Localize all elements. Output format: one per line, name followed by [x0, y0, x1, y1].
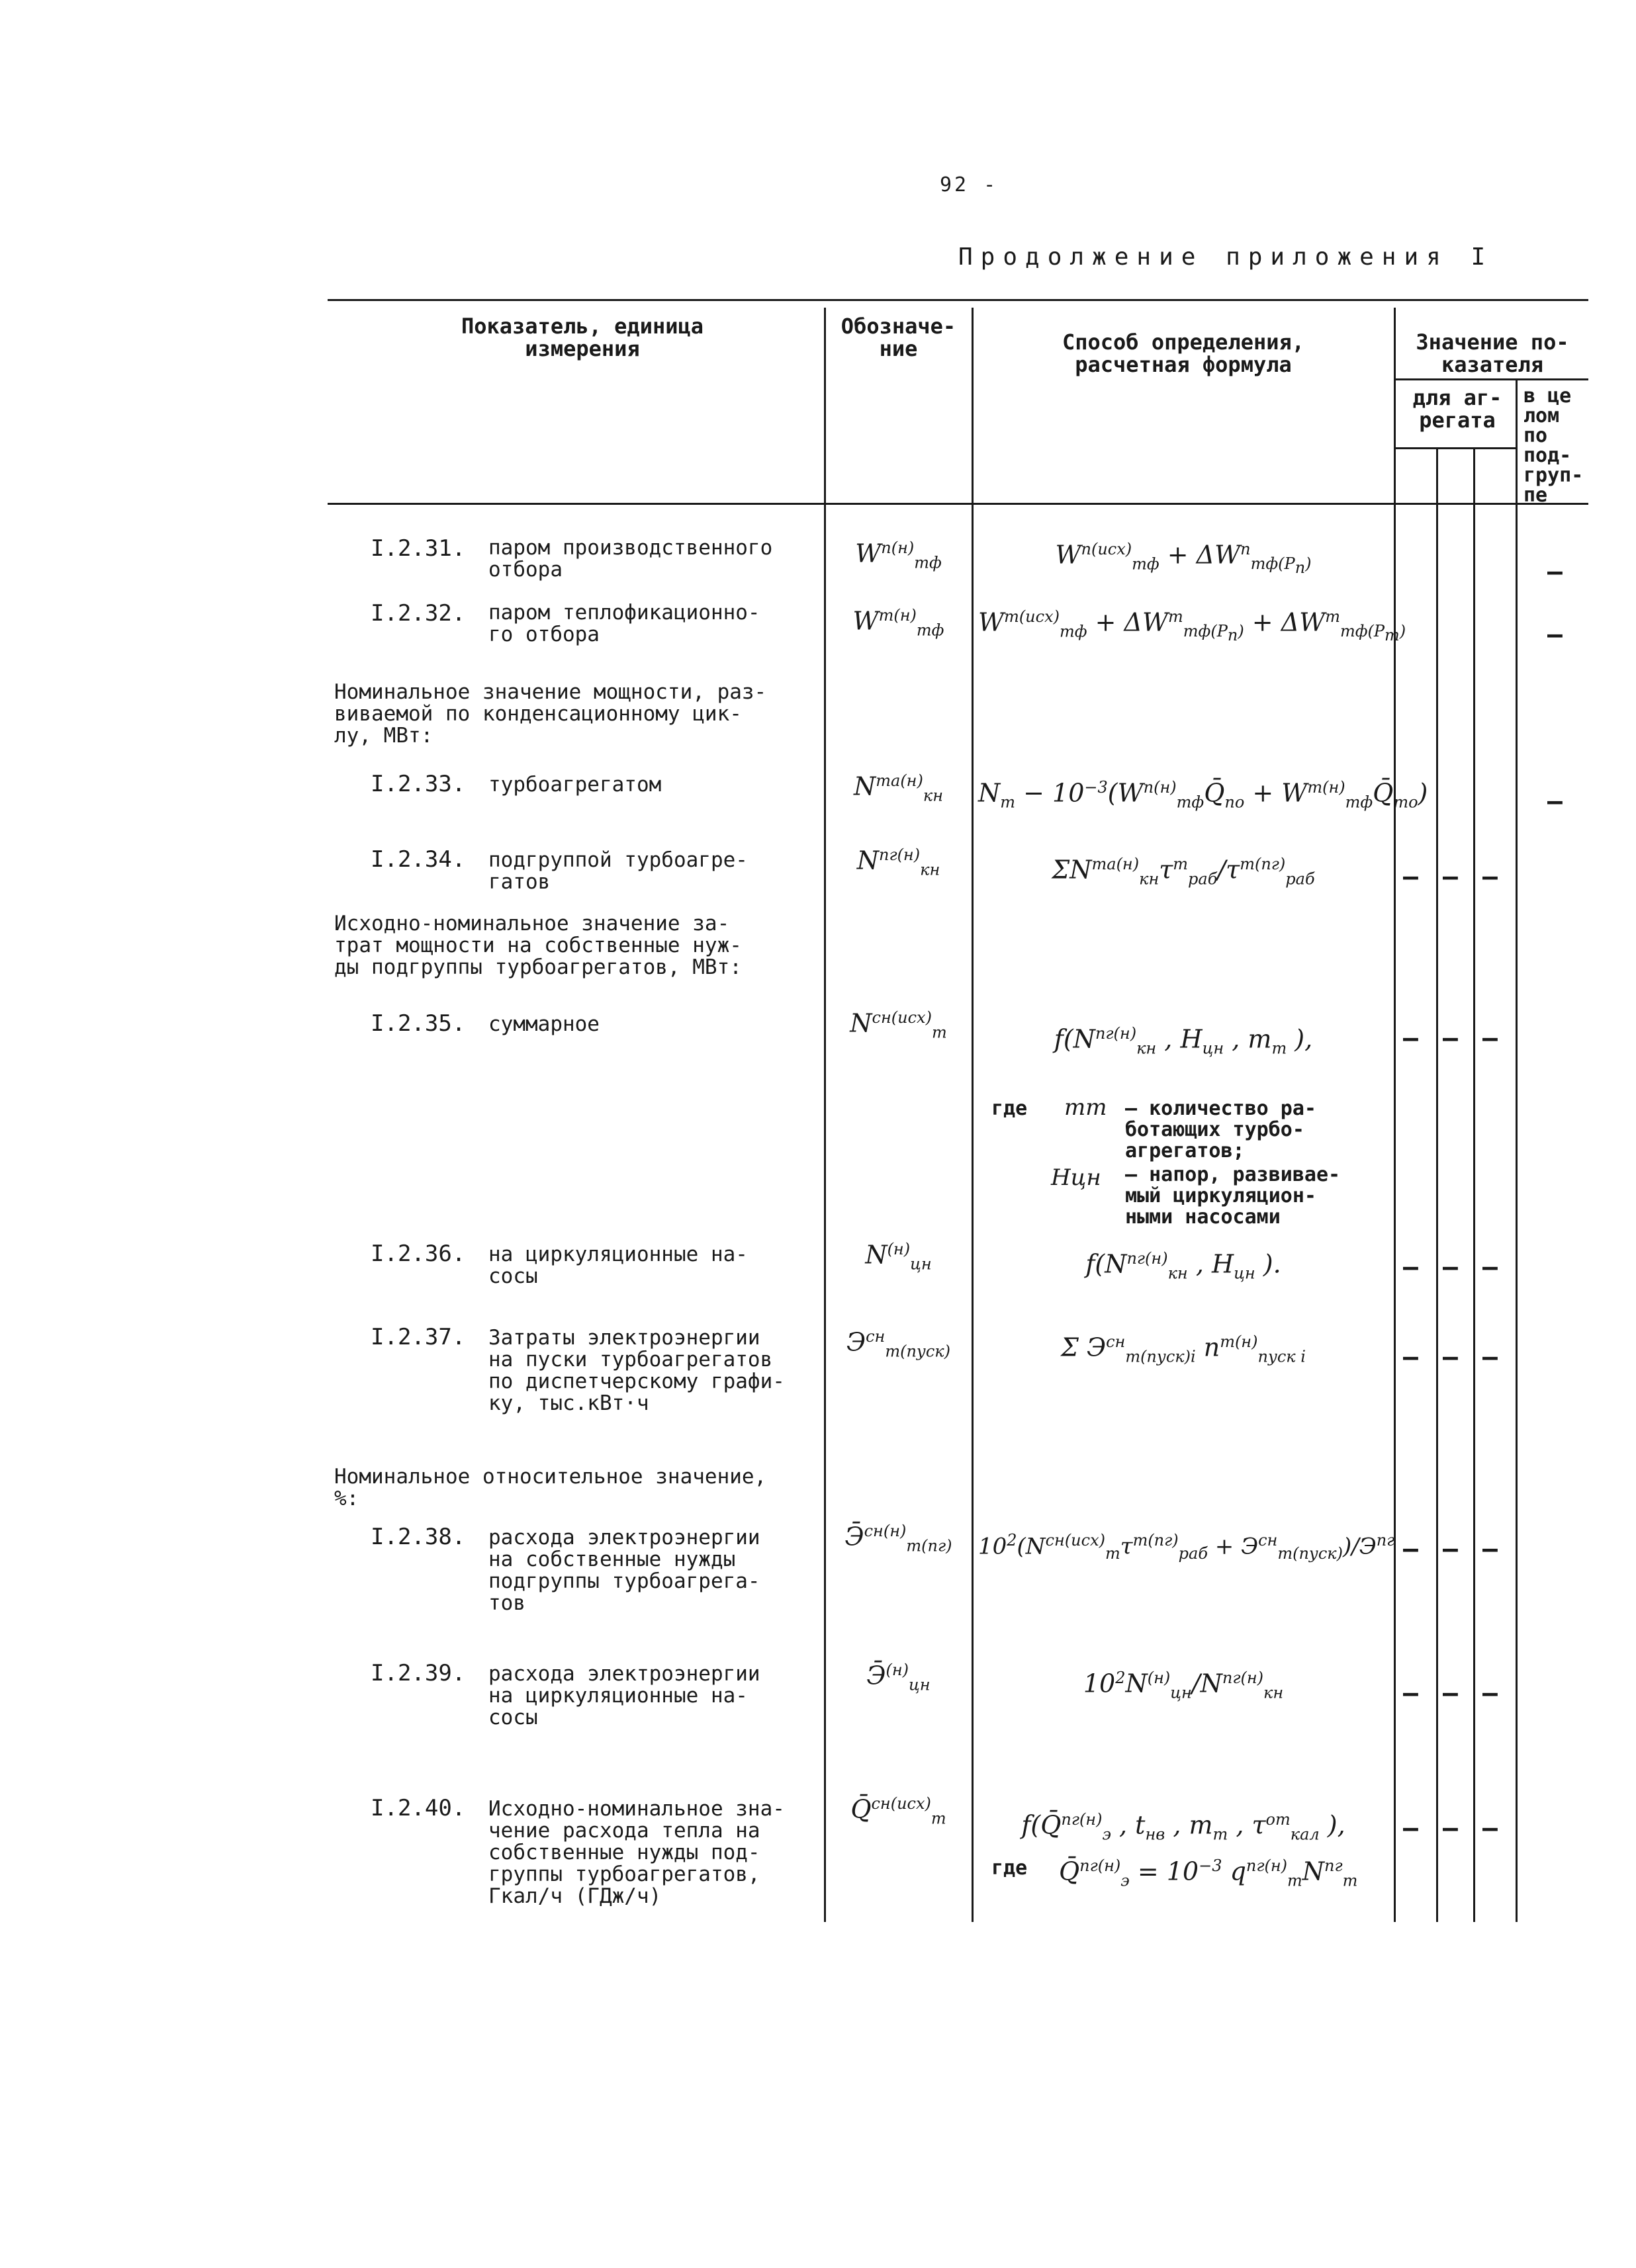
row-formula: f(Q̄$^{пг(н)}_э$ , $t_{нв}$ , $m_т$ , $\tau^{от}_{кал}$ ), [1021, 1810, 1345, 1844]
row-label: расхода электроэнергии на собственные нужды подгруппы турбоагрега- тов [488, 1526, 760, 1615]
header-unit: для аг- регата [1412, 385, 1502, 433]
value-unit-2: – [1443, 1024, 1458, 1053]
row-formula: $W^{т(исх)}_{тф} + \Delta W^т_{тф(P_п)} + \Delta W^т_{тф(P_т)}$ [978, 607, 1406, 645]
value-unit-3: – [1482, 862, 1498, 891]
row-symbol: $W^{т(н)}_{тф}$ [852, 606, 944, 640]
row-number: I.2.33. [371, 771, 466, 797]
note-where: где [991, 1856, 1028, 1880]
note-var-hcn: Hцн [1051, 1164, 1101, 1191]
value-unit-1: – [1403, 1813, 1418, 1843]
row-symbol: $N^{та(н)}_{кн}$ [854, 771, 943, 805]
value-unit-3: – [1482, 1024, 1498, 1053]
value-unit-2: – [1443, 1813, 1458, 1843]
row-label: паром теплофикационно- го отбора [488, 601, 760, 646]
col-rule-5 [1473, 447, 1475, 1922]
row-symbol: Э̄$^{(н)}_{цн}$ [866, 1661, 931, 1694]
header-bottom-rule [328, 503, 1588, 505]
col-rule-2 [972, 308, 974, 1922]
row-label: турбоагрегатом [488, 773, 662, 797]
value-unit-3: – [1482, 1342, 1498, 1372]
note-hcn-text: – напор, развивае- мый циркуляцион- ными насосами [1125, 1163, 1341, 1229]
row-symbol: Э̄$^{сн(н)}_{т(пг)}$ [844, 1522, 952, 1555]
value-unit-3: – [1482, 1534, 1498, 1563]
row-label: паром производственного отбора [488, 536, 773, 582]
continuation-title: Продолжение приложения I [958, 243, 1494, 271]
row-symbol: $W^{п(н)}_{тф}$ [855, 539, 942, 572]
col-rule-3 [1394, 308, 1396, 1922]
value-unit-2: – [1443, 862, 1458, 891]
col-rule-4 [1436, 447, 1438, 1922]
value-unit-3: – [1482, 1252, 1498, 1282]
row-label: суммарное [488, 1012, 600, 1036]
row-number: I.2.36. [371, 1241, 466, 1267]
row-symbol: $N^{(н)}_{цн}$ [865, 1240, 932, 1274]
row-number: I.2.38. [371, 1524, 466, 1550]
row-label: Затраты электроэнергии на пуски турбоагрегатов по диспетчерскому графи- ку, тыс.кВт·ч [488, 1326, 785, 1415]
page-number: 92 - [940, 173, 999, 196]
row-symbol: $Э^{сн}_{т(пуск)}$ [846, 1327, 950, 1361]
row-formula: $f(N^{пг(н)}_{кн}$ , $H_{цн}$ , $m_т$ ), [1054, 1024, 1313, 1058]
row-number: I.2.37. [371, 1324, 466, 1350]
value-unit-1: – [1403, 1679, 1418, 1708]
note-where: где [991, 1097, 1028, 1120]
value-unit-1: – [1403, 1342, 1418, 1372]
value-unit-2: – [1443, 1252, 1458, 1282]
row-formula: $10^2N^{(н)}_{цн}/N^{пг(н)}_{кн}$ [1083, 1669, 1284, 1702]
header-method: Способ определения, расчетная формула [1062, 329, 1305, 377]
row-formula: $\Sigma N^{та(н)}_{кн}\tau^т_{раб}/\tau^{т(пг)}_{раб}$ [1052, 855, 1315, 889]
value-unit-2: – [1443, 1342, 1458, 1372]
header-group: в це лом по под- груп- пе [1523, 384, 1584, 507]
row-label: на циркуляционные на- сосы [488, 1243, 748, 1288]
row-number: I.2.34. [371, 846, 466, 873]
row-symbol: $N^{сн(исх)}_т$ [850, 1008, 947, 1042]
note-q-formula: Q̄$^{пг(н)}_э$ = $10^{-3}$ $q^{пг(н)}_тN^{пг}_т$ [1059, 1856, 1358, 1890]
row-symbol: $N^{пг(н)}_{кн}$ [856, 846, 940, 879]
col-rule-1 [824, 308, 826, 1922]
value-subheader-rule [1394, 378, 1588, 380]
group-heading: Исходно-номинальное значение за- трат мощности на собственные нуж- ды подгруппы турбоагрегатов, МВт: [334, 912, 742, 979]
row-formula: Σ $Э^{сн}_{т(пуск)i}$ $n^{т(н)}_{пуск i}$ [1061, 1332, 1306, 1366]
row-formula: $W^{п(исх)}_{тф} + \Delta W^п_{тф(P_п)}$ [1055, 540, 1312, 578]
value-unit-1: – [1403, 1024, 1418, 1053]
note-mt-text: – количество ра- ботающих турбо- агрегатов; [1125, 1097, 1316, 1162]
value-unit-3: – [1482, 1813, 1498, 1843]
value-unit-2: – [1443, 1679, 1458, 1708]
value-group: – [1547, 557, 1563, 586]
table-top-rule [328, 299, 1588, 301]
row-formula: $N_т$ − $10^{-3}(W^{п(н)}_{тф}Q̄_{по}$ + $W^{т(н)}_{тф}Q̄_{то}$) [978, 778, 1428, 812]
row-label: Исходно-номинальное зна- чение расхода тепла на собственные нужды под- группы турбоагрегатов, Гкал/ч (ГДж/ч) [488, 1797, 785, 1908]
value-group: – [1547, 620, 1563, 649]
value-unit-1: – [1403, 1534, 1418, 1563]
unit-subheader-rule [1394, 447, 1517, 449]
row-number: I.2.35. [371, 1010, 466, 1037]
note-var-mt: mт [1064, 1094, 1107, 1121]
row-number: I.2.31. [371, 535, 466, 562]
row-label: подгруппой турбоагре- гатов [488, 848, 748, 894]
col-rule-6 [1516, 378, 1518, 1922]
row-number: I.2.40. [371, 1795, 466, 1821]
row-formula: $f(N^{пг(н)}_{кн}$ , $H_{цн}$ ). [1085, 1249, 1281, 1283]
row-label: расхода электроэнергии на циркуляционные на- сосы [488, 1662, 760, 1729]
group-heading: Номинальное значение мощности, раз- виваемой по конденсационному цик- лу, МВт: [334, 680, 767, 748]
row-number: I.2.39. [371, 1660, 466, 1686]
header-value: Значение по- казателя [1416, 329, 1569, 377]
value-group: – [1547, 787, 1563, 816]
group-heading: Номинальное относительное значение, %: [334, 1465, 767, 1510]
value-unit-2: – [1443, 1534, 1458, 1563]
row-number: I.2.32. [371, 600, 466, 627]
value-unit-1: – [1403, 862, 1418, 891]
header-indicator: Показатель, единица измерения [461, 314, 704, 361]
row-symbol: Q̄$^{сн(исх)}_т$ [850, 1794, 946, 1828]
row-formula: $10^2(N^{сн(исх)}_т\tau^{т(пг)}_{раб} + Э^{сн}_{т(пуск)})/Э^{пг}$ [978, 1531, 1395, 1563]
value-unit-1: – [1403, 1252, 1418, 1282]
header-symbol: Обозначе- ние [841, 314, 956, 361]
value-unit-3: – [1482, 1679, 1498, 1708]
